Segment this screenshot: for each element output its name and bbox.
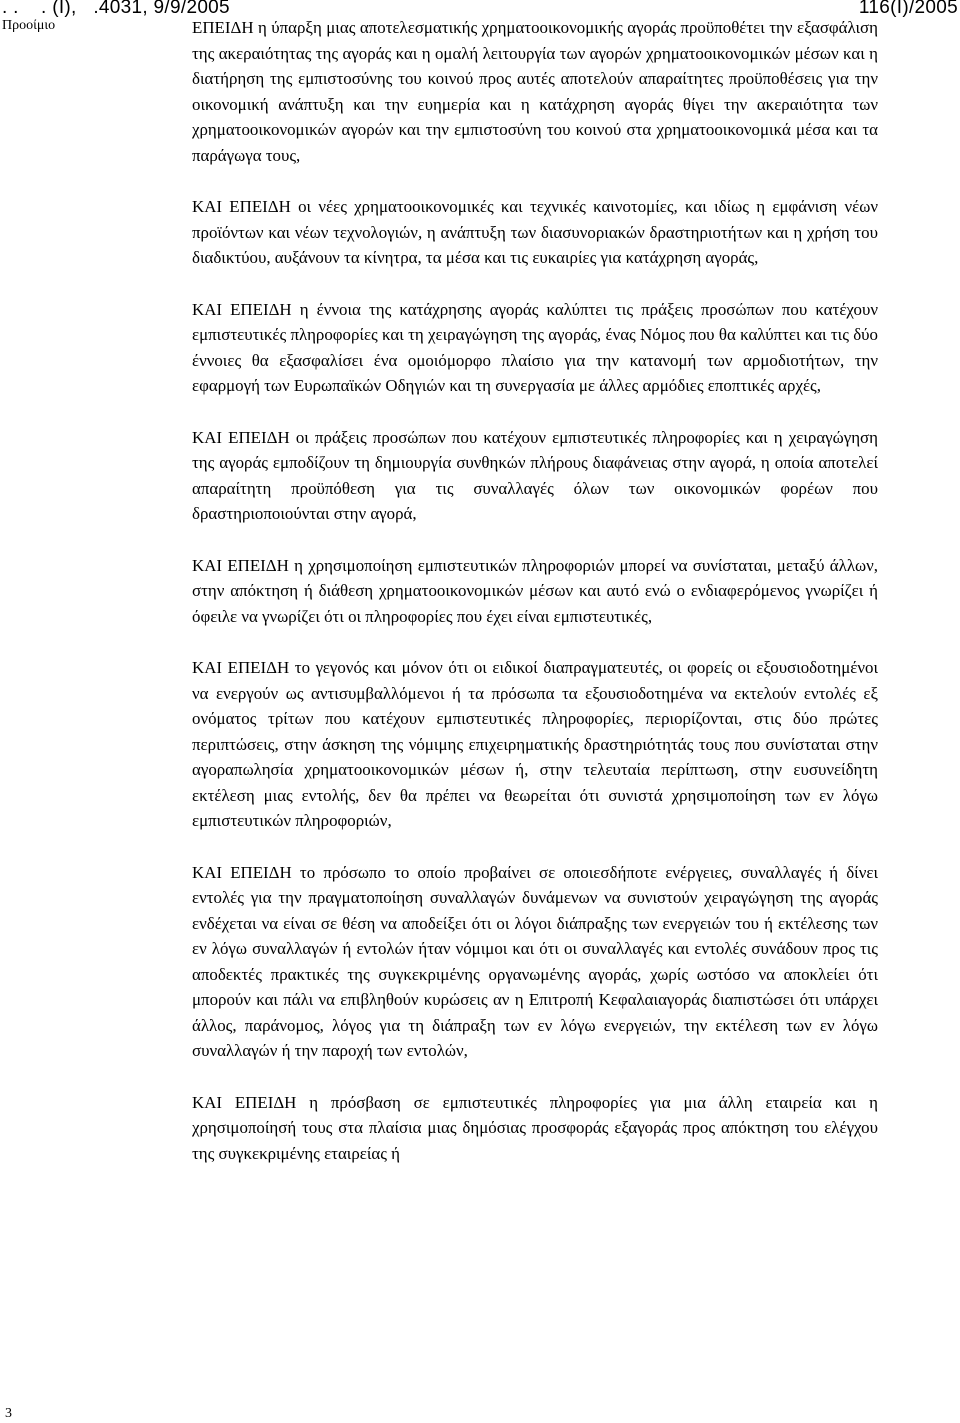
recital-paragraph-8: ΚΑΙ ΕΠΕΙΔΗ η πρόσβαση σε εμπιστευτικές πληροφορίες για μια άλλη εταιρεία και η χρησιμοποίησή τους στα πλαίσια μιας δημόσιας προσφοράς εξαγοράς προς απόκτηση του ελέγχου της συγκεκριμένης εταιρείας ή: [192, 1092, 878, 1163]
recital-paragraph-4: ΚΑΙ ΕΠΕΙΔΗ οι πράξεις προσώπων που κατέχουν εμπιστευτικές πληροφορίες και η χειραγώγηση της αγοράς εμποδίζουν τη δημιουργία συνθηκών πλήρους διαφάνειας στην αγορά, η οποία αποτελεί απαραίτητη προϋπόθεση για τις συναλλαγές όλων των οικονομικών φορέων που δραστηριοποιούνται στην αγορά,: [192, 427, 878, 523]
recital-paragraph-6: ΚΑΙ ΕΠΕΙΔΗ το γεγονός και μόνον ότι οι ειδικοί διαπραγματευτές, οι φορείς οι εξουσιοδοτημένοι να ενεργούν ως αντισυμβαλλόμενοι ή τα πρόσωπα τα εξουσιοδοτημένα να εκτελούν εντολές εξ ονόματος τρίτων που κατέχουν εμπιστευτικές πληροφορίες, περιορίζονται, στις δύο πρώτες περιπτώσεις, στην άσκηση της νόμιμης επιχειρηματικής δραστηριότητάς τους που συνίσταται στην αγοραπωλησία χρηματοοικονομικών μέσων ή, στην τελευταία περίπτωση, στην ευσυνείδητη εκτέλεση μιας εντολής, δεν θα πρέπει να θεωρείται ότι συνιστά χρησιμοποίηση των εν λόγω εμπιστευτικών πληροφοριών,: [192, 658, 878, 830]
recital-paragraph-2: ΚΑΙ ΕΠΕΙΔΗ οι νέες χρηματοοικονομικές και τεχνικές καινοτομίες, και ιδίως η εμφάνιση νέων προϊόντων και νέων τεχνολογιών, η ανάπτυξη των διασυνοριακών δραστηριοτήτων και η χρήση του διαδικτύου, αυξάνουν τα κίνητρα, τα μέσα και τις ευκαιρίες για κατάχρηση αγοράς,: [192, 197, 878, 267]
recital-paragraph-7: ΚΑΙ ΕΠΕΙΔΗ το πρόσωπο το οποίο προβαίνει σε οποιεσδήποτε ενέργειες, συναλλαγές ή δίνει εντολές για την πραγματοποίηση συναλλαγών δυνάμενων να συνιστούν χειραγώγηση της αγοράς ενδέχεται να είναι σε θέση να αποδείξει ότι οι λόγοι διάπραξης των ενεργειών του ή εκτέλεσης των εν λόγω συναλλαγών ή εντολών ήταν νόμιμοι και ότι οι συναλλαγές και εντολές συνάδουν προς τις αποδεκτές πρακτικές της συγκεκριμένης οργανωμένης αγοράς, χωρίς ωστόσο να αποκλείει ότι μπορούν και πάλι να επιβληθούν κυρώσεις αν η Επιτροπή Κεφαλαιαγοράς διαπιστώσει ότι υπάρχει άλλος, παράνομος, λόγος για τη διάπραξη των εν λόγω ενεργειών, την εκτέλεση των εν λόγω συναλλαγών ή την παροχή των εντολών,: [192, 862, 878, 1060]
header-gazette-reference: . . . (I), .4031, 9/9/2005: [2, 0, 230, 18]
preamble-body: [192, 15, 878, 1192]
header-law-number: 116(I)/2005: [858, 0, 958, 18]
page-number: 3: [5, 1406, 12, 1421]
recital-paragraph-3: ΚΑΙ ΕΠΕΙΔΗ η έννοια της κατάχρησης αγοράς καλύπτει τις πράξεις προσώπων που κατέχουν εμπιστευτικές πληροφορίες και τη χειραγώγηση της αγοράς, ένας Νόμος που θα καλύπτει και τις δύο έννοιες θα εξασφαλίσει ένα ομοιόμορφο πλαίσιο για την κατανομή των αρμοδιοτήτων, την εφαρμογή των Ευρωπαϊκών Οδηγιών και τη συνεργασία με άλλες αρμόδιες εποπτικές αρχές,: [192, 299, 878, 395]
recital-paragraph-1: ΕΠΕΙΔΗ η ύπαρξη μιας αποτελεσματικής χρηματοοικονομικής αγοράς προϋποθέτει την εξασφάλιση της ακεραιότητας της αγοράς και η ομαλή λειτουργία των αγορών χρηματοοικονομικών μέσων και η διατήρηση της εμπιστοσύνης του κοινού προς αυτές αποτελούν απαραίτητες προϋποθέσεις για την οικονομική ανάπτυξη και την ευημερία και η κατάχρηση αγοράς θίγει την ακεραιότητα των χρηματοοικονομικών αγορών και την εμπιστοσύνη του κοινού στα χρηματοοικονομικά μέσα και τα παράγωγα τους,: [192, 18, 878, 165]
recital-paragraph-5: ΚΑΙ ΕΠΕΙΔΗ η χρησιμοποίηση εμπιστευτικών πληροφοριών μπορεί να συνίσταται, μεταξύ άλλων, στην απόκτηση ή διάθεση χρηματοοικονομικών μέσων και αυτό ενώ ο ενδιαφερόμενος γνωρίζει ή όφειλε να γνωρίζει ότι οι πληροφορίες που έχει είναι εμπιστευτικές,: [192, 555, 878, 626]
margin-note-preamble: Προοίμιο: [2, 18, 56, 33]
